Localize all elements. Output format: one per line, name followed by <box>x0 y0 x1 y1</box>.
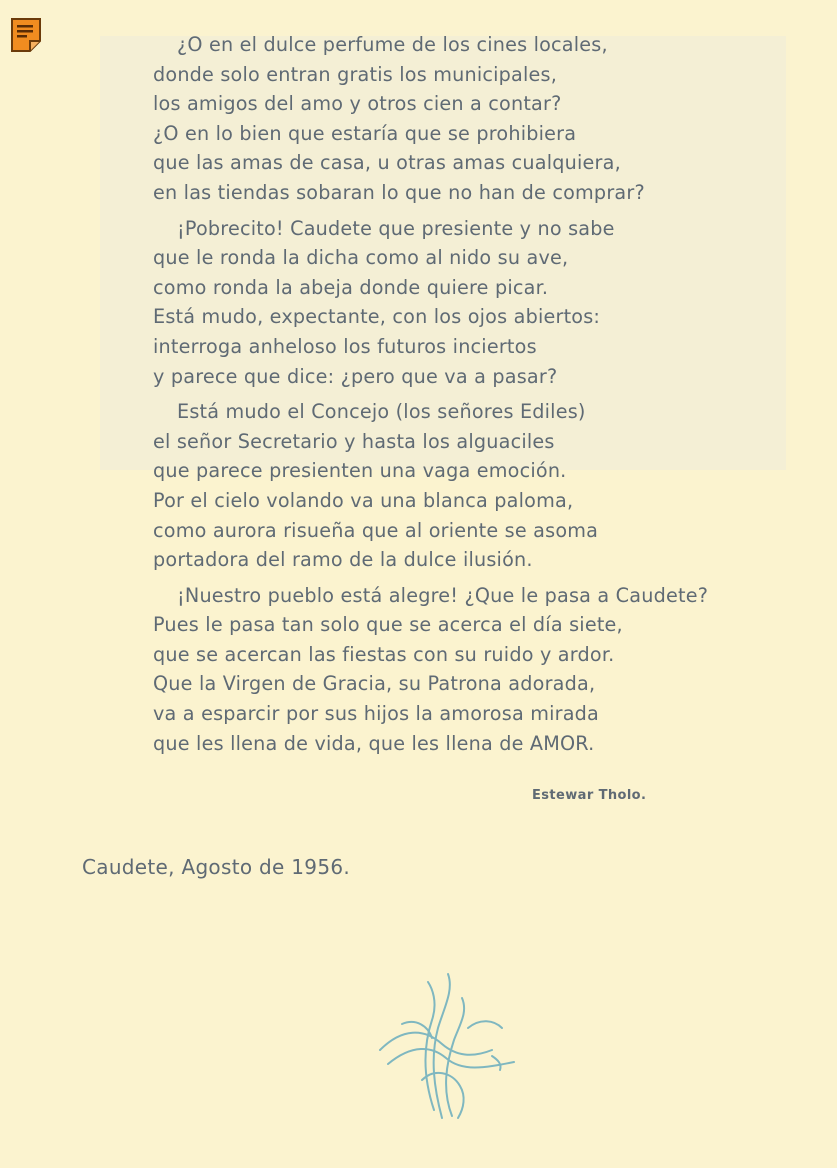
poem-line: Que la Virgen de Gracia, su Patrona adorada, <box>153 672 596 696</box>
poem-line: Pues le pasa tan solo que se acerca el día siete, <box>153 613 623 637</box>
poem-line: ¿O en lo bien que estaría que se prohibiera <box>153 121 577 145</box>
poem-line: que se acercan las fiestas con su ruido y ardor. <box>153 642 615 666</box>
poem-line: los amigos del amo y otros cien a contar? <box>153 92 562 116</box>
poem-line: que parece presienten una vaga emoción. <box>153 459 567 483</box>
place-date: Caudete, Agosto de 1956. <box>82 855 351 879</box>
poem-line: Está mudo, expectante, con los ojos abiertos: <box>153 305 601 329</box>
poem-line: portadora del ramo de la dulce ilusión. <box>153 548 533 572</box>
poem-line: como aurora risueña que al oriente se asoma <box>153 518 599 542</box>
poem-line: ¿O en el dulce perfume de los cines locales, <box>177 33 608 56</box>
poem-line: que le ronda la dicha como al nido su ave, <box>153 246 569 270</box>
poem-line: ¡Pobrecito! Caudete que presiente y no sabe <box>177 216 615 240</box>
stanza <box>153 30 793 208</box>
poem-line: como ronda la abeja donde quiere picar. <box>153 275 549 299</box>
stanza <box>153 397 793 575</box>
poem-line: que las amas de casa, u otras amas cualquiera, <box>153 151 621 175</box>
poem-line: Está mudo el Concejo (los señores Ediles) <box>177 400 586 424</box>
poem-line: en las tiendas sobaran lo que no han de comprar? <box>153 180 645 204</box>
poem-line: donde solo entran gratis los municipales, <box>153 62 557 86</box>
signature: Estewar Tholo. <box>532 788 647 803</box>
poem-line: interroga anheloso los futuros inciertos <box>153 334 537 358</box>
poem-line: Por el cielo volando va una blanca paloma, <box>153 488 574 512</box>
note-icon[interactable] <box>10 17 44 53</box>
poem-line: que les llena de vida, que les llena de AMOR. <box>153 731 595 755</box>
floral-ornament-icon <box>372 968 520 1128</box>
stanza <box>153 581 793 759</box>
poem-line: ¡Nuestro pueblo está alegre! ¿Que le pasa a Caudete? <box>177 583 709 607</box>
poem-line: y parece que dice: ¿pero que va a pasar? <box>153 364 558 388</box>
poem <box>153 30 793 764</box>
poem-line: va a esparcir por sus hijos la amorosa mirada <box>153 702 600 726</box>
poem-line: el señor Secretario y hasta los alguaciles <box>153 429 555 453</box>
stanza <box>153 214 793 392</box>
